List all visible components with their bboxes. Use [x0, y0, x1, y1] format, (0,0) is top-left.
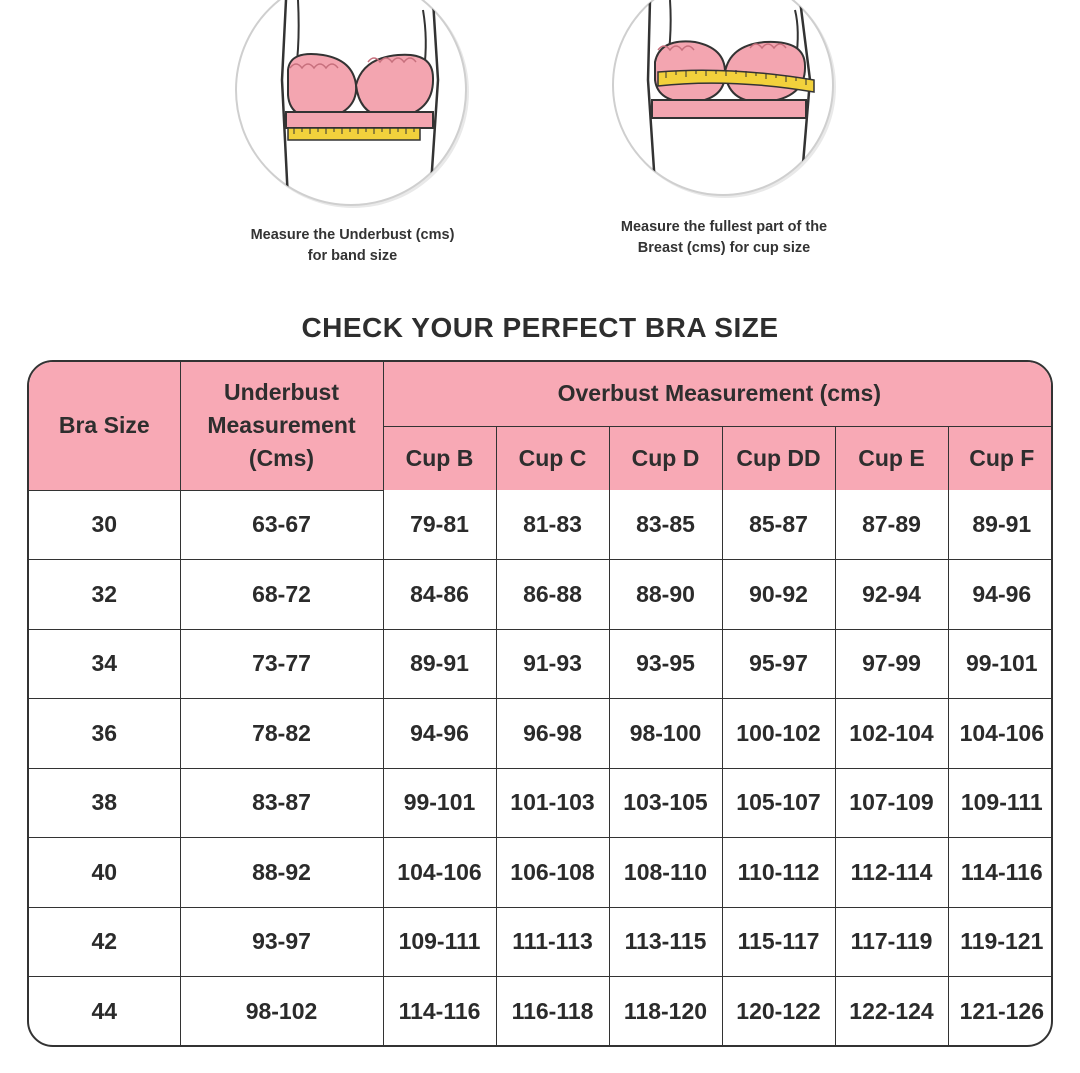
- overbust-cell: 89-91: [948, 490, 1053, 560]
- header-underbust-line: (Cms): [248, 445, 315, 472]
- overbust-cell: 111-113: [496, 907, 609, 977]
- overbust-cell: 100-102: [722, 699, 835, 769]
- bra-size-cell: 38: [29, 768, 180, 838]
- bra-size-cell: 30: [29, 490, 180, 560]
- overbust-cell: 104-106: [383, 838, 496, 908]
- table-row: [29, 768, 1053, 838]
- overbust-cell: 117-119: [835, 907, 948, 977]
- underbust-cell: 68-72: [180, 560, 383, 630]
- underbust-caption: [230, 225, 475, 267]
- overbust-cell: 112-114: [835, 838, 948, 908]
- overbust-cell: 107-109: [835, 768, 948, 838]
- header-cup: Cup D: [609, 426, 722, 490]
- underbust-measure-illustration-icon: [228, 0, 478, 212]
- overbust-cell: 94-96: [948, 560, 1053, 630]
- underbust-cell: 78-82: [180, 699, 383, 769]
- overbust-cell: 115-117: [722, 907, 835, 977]
- overbust-cell: 95-97: [722, 629, 835, 699]
- table-row: [29, 560, 1053, 630]
- header-overbust: Overbust Measurement (cms): [383, 362, 1053, 426]
- table-row: [29, 977, 1053, 1045]
- underbust-cell: 63-67: [180, 490, 383, 560]
- overbust-cell: 110-112: [722, 838, 835, 908]
- bra-size-cell: 42: [29, 907, 180, 977]
- page-title: CHECK YOUR PERFECT BRA SIZE: [301, 312, 779, 343]
- overbust-cell: 114-116: [383, 977, 496, 1045]
- overbust-cell: 96-98: [496, 699, 609, 769]
- overbust-cell: 116-118: [496, 977, 609, 1045]
- table-row: [29, 838, 1053, 908]
- header-cup: Cup F: [948, 426, 1053, 490]
- underbust-cell: 98-102: [180, 977, 383, 1045]
- overbust-cell: 109-111: [948, 768, 1053, 838]
- overbust-cell: 103-105: [609, 768, 722, 838]
- overbust-cell: 85-87: [722, 490, 835, 560]
- table-row: [29, 490, 1053, 560]
- bra-size-cell: 34: [29, 629, 180, 699]
- overbust-cell: 88-90: [609, 560, 722, 630]
- caption-line: Measure the Underbust (cms): [250, 227, 455, 243]
- header-underbust-line: Underbust: [224, 379, 339, 406]
- header-cup: Cup B: [383, 426, 496, 490]
- bra-size-cell: 36: [29, 699, 180, 769]
- overbust-cell: 105-107: [722, 768, 835, 838]
- overbust-cell: 81-83: [496, 490, 609, 560]
- overbust-caption: [600, 217, 848, 259]
- header-bra-size: Bra Size: [29, 362, 180, 490]
- underbust-cell: 93-97: [180, 907, 383, 977]
- overbust-cell: 102-104: [835, 699, 948, 769]
- bra-size-cell: 40: [29, 838, 180, 908]
- overbust-cell: 118-120: [609, 977, 722, 1045]
- overbust-cell: 89-91: [383, 629, 496, 699]
- size-table-body: [29, 490, 1053, 1045]
- overbust-cell: 106-108: [496, 838, 609, 908]
- overbust-cell: 114-116: [948, 838, 1053, 908]
- underbust-cell: 73-77: [180, 629, 383, 699]
- overbust-cell: 121-126: [948, 977, 1053, 1045]
- table-row: [29, 699, 1053, 769]
- size-table: [29, 362, 1053, 1045]
- overbust-cell: 120-122: [722, 977, 835, 1045]
- bra-size-chart: [27, 360, 1053, 1047]
- caption-line: Breast (cms) for cup size: [637, 240, 811, 256]
- bra-size-cell: 32: [29, 560, 180, 630]
- overbust-cell: 94-96: [383, 699, 496, 769]
- overbust-cell: 119-121: [948, 907, 1053, 977]
- overbust-cell: 86-88: [496, 560, 609, 630]
- overbust-cell: 91-93: [496, 629, 609, 699]
- overbust-cell: 113-115: [609, 907, 722, 977]
- overbust-cell: 99-101: [383, 768, 496, 838]
- caption-line: for band size: [307, 248, 398, 264]
- overbust-cell: 93-95: [609, 629, 722, 699]
- overbust-cell: 122-124: [835, 977, 948, 1045]
- overbust-cell: 83-85: [609, 490, 722, 560]
- header-cup: Cup C: [496, 426, 609, 490]
- bra-size-cell: 44: [29, 977, 180, 1045]
- overbust-cell: 98-100: [609, 699, 722, 769]
- header-cup: Cup DD: [722, 426, 835, 490]
- header-underbust: [180, 362, 383, 490]
- header-cup: Cup E: [835, 426, 948, 490]
- table-row: [29, 629, 1053, 699]
- overbust-cell: 79-81: [383, 490, 496, 560]
- overbust-measure-illustration-icon: [600, 0, 850, 205]
- header-underbust-line: Measurement: [207, 412, 356, 439]
- overbust-cell: 101-103: [496, 768, 609, 838]
- overbust-cell: 92-94: [835, 560, 948, 630]
- overbust-cell: 97-99: [835, 629, 948, 699]
- overbust-cell: 99-101: [948, 629, 1053, 699]
- underbust-cell: 88-92: [180, 838, 383, 908]
- overbust-cell: 104-106: [948, 699, 1053, 769]
- overbust-cell: 84-86: [383, 560, 496, 630]
- caption-line: Measure the fullest part of the: [620, 219, 828, 235]
- overbust-cell: 109-111: [383, 907, 496, 977]
- underbust-cell: 83-87: [180, 768, 383, 838]
- overbust-cell: 87-89: [835, 490, 948, 560]
- overbust-cell: 90-92: [722, 560, 835, 630]
- overbust-cell: 108-110: [609, 838, 722, 908]
- table-row: [29, 907, 1053, 977]
